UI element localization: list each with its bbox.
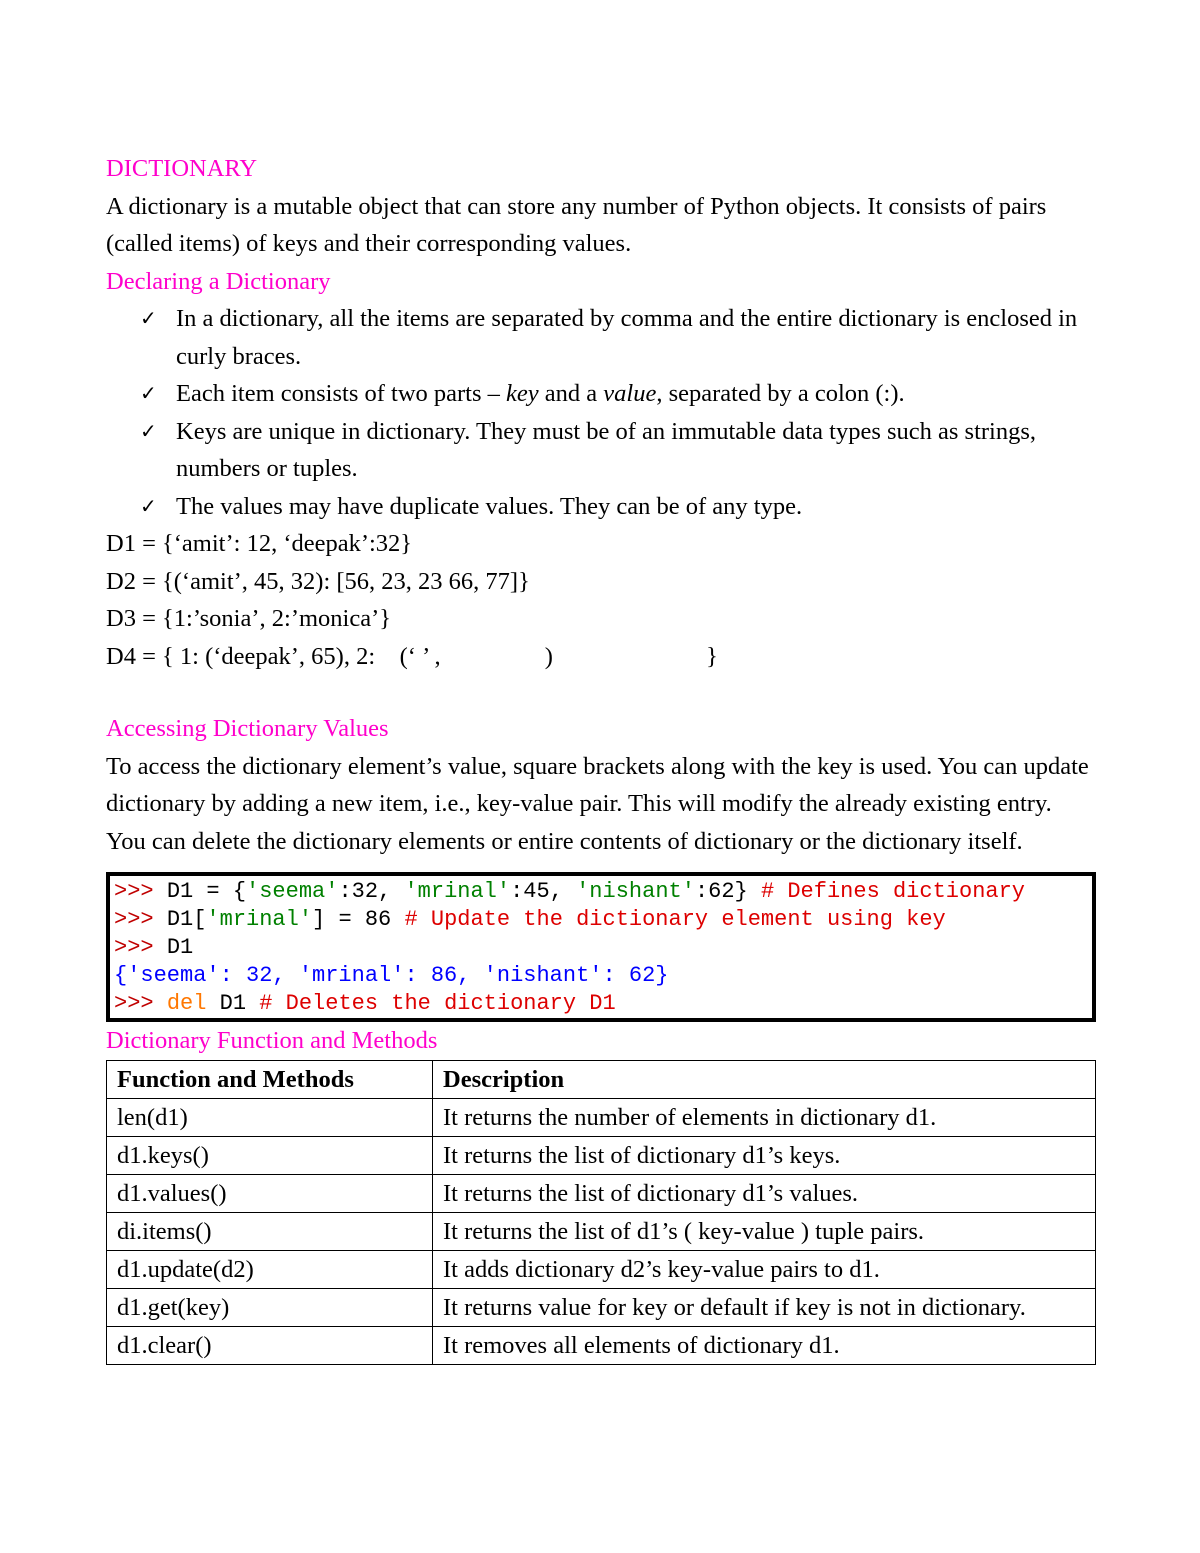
function-cell: d1.clear() bbox=[107, 1326, 433, 1364]
example-d3: D3 = {1:’sonia’, 2:’monica’} bbox=[106, 605, 392, 632]
code-line bbox=[114, 962, 1092, 990]
code-text: :45, bbox=[510, 879, 577, 904]
bullet-item bbox=[140, 488, 1096, 526]
code-text: D1 bbox=[166, 935, 194, 960]
code-line bbox=[114, 990, 1092, 1018]
checkmark-icon: ✓ bbox=[140, 418, 157, 443]
code-line bbox=[114, 878, 1092, 906]
spacer bbox=[106, 675, 1096, 710]
description-cell: It returns the list of d1’s ( key-value ) tuple pairs. bbox=[433, 1212, 1096, 1250]
code-comment: # Deletes the dictionary D1 bbox=[259, 991, 616, 1016]
table-row bbox=[107, 1098, 1096, 1136]
example-d4: D4 = { 1: (‘deepak’, 65), 2: (‘ ’ , ) } bbox=[106, 642, 718, 670]
bullet-item bbox=[140, 413, 1096, 488]
code-keyword: del bbox=[166, 991, 207, 1016]
code-string: 'seema' bbox=[246, 879, 339, 904]
function-cell: d1.values() bbox=[107, 1174, 433, 1212]
description-cell: It adds dictionary d2’s key-value pairs to d1. bbox=[433, 1250, 1096, 1288]
page-title: DICTIONARY bbox=[106, 155, 258, 182]
example-d2: D2 = {(‘amit’, 45, 32): [56, 23, 23 66, 77]} bbox=[106, 567, 530, 595]
function-cell: d1.get(key) bbox=[107, 1288, 433, 1326]
bullet-text-post: , separated by a colon (:). bbox=[656, 380, 905, 407]
declaring-bullet-list bbox=[106, 300, 1096, 525]
bullet-text-pre: Each item consists of two parts – bbox=[176, 380, 507, 407]
functions-table bbox=[106, 1060, 1096, 1365]
bullet-text: In a dictionary, all the items are separated by comma and the entire dictionary is enclosed in curly braces. bbox=[176, 305, 1078, 370]
column-header: Function and Methods bbox=[107, 1060, 433, 1098]
code-prompt: >>> bbox=[114, 907, 167, 932]
code-text: D1[ bbox=[166, 907, 207, 932]
function-cell: d1.update(d2) bbox=[107, 1250, 433, 1288]
code-text: ] = 86 bbox=[312, 907, 405, 932]
table-row bbox=[107, 1174, 1096, 1212]
intro-paragraph: A dictionary is a mutable object that can store any number of Python objects. It consists of pairs (called items) of keys and their corresponding values. bbox=[106, 192, 1047, 257]
table-row bbox=[107, 1136, 1096, 1174]
description-cell: It returns the list of dictionary d1’s keys. bbox=[433, 1136, 1096, 1174]
column-header: Description bbox=[433, 1060, 1096, 1098]
checkmark-icon: ✓ bbox=[140, 306, 157, 330]
code-text: :62} bbox=[694, 879, 761, 904]
code-prompt: >>> bbox=[114, 879, 167, 904]
bullet-item bbox=[140, 375, 1096, 413]
table-row bbox=[107, 1250, 1096, 1288]
bullet-text: The values may have duplicate values. They can be of any type. bbox=[176, 492, 803, 520]
function-cell: di.items() bbox=[107, 1212, 433, 1250]
table-row bbox=[107, 1212, 1096, 1250]
functions-heading: Dictionary Function and Methods bbox=[106, 1027, 438, 1054]
code-string: 'mrinal' bbox=[206, 907, 313, 932]
checkmark-icon: ✓ bbox=[140, 493, 157, 518]
code-prompt: >>> bbox=[114, 991, 167, 1016]
code-text: :32, bbox=[338, 879, 405, 904]
description-cell: It returns the list of dictionary d1’s values. bbox=[433, 1174, 1096, 1212]
checkmark-icon: ✓ bbox=[140, 381, 157, 405]
bullet-text-mid: and a bbox=[538, 380, 604, 407]
code-line bbox=[114, 906, 1092, 934]
code-text: D1 = { bbox=[166, 879, 247, 904]
code-comment: # Defines dictionary bbox=[760, 879, 1025, 904]
code-string: 'nishant' bbox=[576, 879, 695, 904]
code-line bbox=[114, 934, 1092, 962]
description-cell: It removes all elements of dictionary d1. bbox=[433, 1326, 1096, 1364]
bullet-text: Keys are unique in dictionary. They must be of an immutable data types such as strings, numbers or tuples. bbox=[176, 417, 1037, 482]
bullet-key-word: key bbox=[506, 380, 539, 407]
code-output: {'seema': 32, 'mrinal': 86, 'nishant': 62} bbox=[114, 963, 669, 988]
accessing-heading: Accessing Dictionary Values bbox=[106, 715, 389, 742]
code-string: 'mrinal' bbox=[404, 879, 511, 904]
description-cell: It returns value for key or default if key is not in dictionary. bbox=[433, 1288, 1096, 1326]
table-row bbox=[107, 1326, 1096, 1364]
bullet-item bbox=[140, 300, 1096, 375]
code-prompt: >>> bbox=[114, 935, 167, 960]
code-text: D1 bbox=[206, 991, 260, 1016]
function-cell: d1.keys() bbox=[107, 1136, 433, 1174]
document-page bbox=[106, 150, 1096, 1365]
table-header-row bbox=[107, 1060, 1096, 1098]
function-cell: len(d1) bbox=[107, 1098, 433, 1136]
code-comment: # Update the dictionary element using key bbox=[404, 907, 946, 932]
code-example-box bbox=[106, 872, 1096, 1022]
table-row bbox=[107, 1288, 1096, 1326]
accessing-paragraph: To access the dictionary element’s value, square brackets along with the key is used. You can update dictionary by adding a new item, i.e., key-value pair. This will modify the already existing entry. You can delete the dictionary elements or entire contents of dictionary or the dictionary itself. bbox=[106, 752, 1089, 855]
example-d1: D1 = {‘amit’: 12, ‘deepak’:32} bbox=[106, 530, 413, 557]
description-cell: It returns the number of elements in dictionary d1. bbox=[433, 1098, 1096, 1136]
declaring-heading: Declaring a Dictionary bbox=[106, 267, 331, 295]
bullet-value-word: value bbox=[603, 380, 657, 407]
